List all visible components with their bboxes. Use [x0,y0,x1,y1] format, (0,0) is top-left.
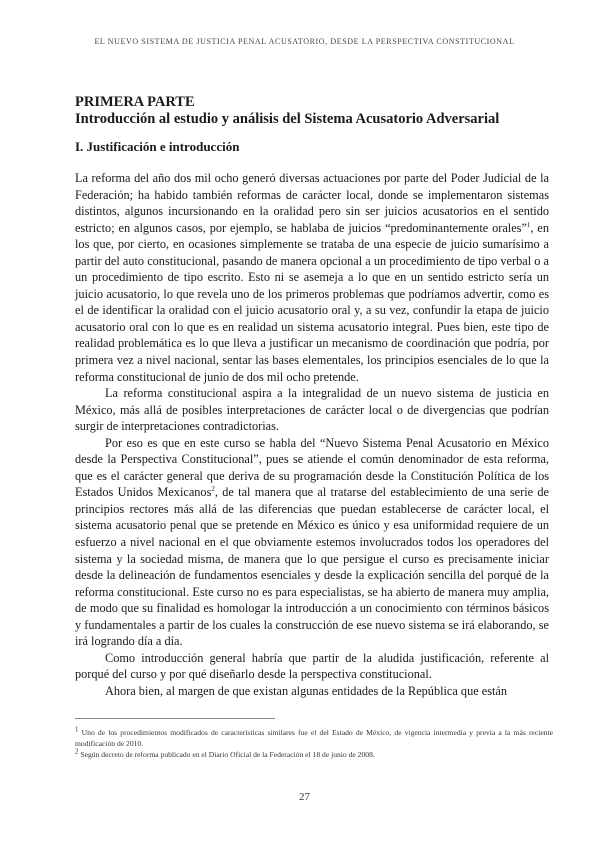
footnote-ref-1: 1 [526,220,531,229]
footnote-1 [75,727,553,749]
paragraph-3-part-a: Por eso es que en este curso se habla del “Nuevo Sistema Penal Acusatorio en México desde la Perspectiva Constitucional”, pues se atiende el común denominador de esta reforma, que es el carácter general que deriva de su programación desde la Constitución Política de los Estados Unidos Mexicanos [75,435,549,500]
footnote-2 [75,749,553,760]
footnote-1-number: 1 [75,725,79,734]
running-header: EL NUEVO SISTEMA DE JUSTICIA PENAL ACUSATORIO, DESDE LA PERSPECTIVA CONSTITUCIONAL [94,37,515,46]
paragraph-1-part-a: La reforma del año dos mil ocho generó diversas actuaciones por parte del Poder Judicial de la Federación; ha habido también reformas de carácter local, donde se implementaron sistemas distintos, algunos incursionando en la oralidad pero sin ser juicios acusatorios en el sentido estricto; en algunos casos, por ejemplo, se hablaba de juicios “predominantemente orales” [75,171,549,235]
paragraph-5: Ahora bien, al margen de que existan algunas entidades de la República que están [105,683,508,698]
part-label: PRIMERA PARTE [75,94,195,110]
part-heading [75,94,545,128]
footnote-2-text: Según decreto de reforma publicado en el Diario Oficial de la Federación el 18 de junio de 2008. [78,750,375,759]
paragraph-1-part-b: , en los que, por cierto, en ocasiones simplemente se trataba de una especie de juicio sumarísimo a partir del auto constitucional, pasando de manera opcional a un procedimiento de tipo verbal o a un procedimiento de tipo escrito. Esto ni se asemeja a lo que en un sentido estricto sería un juicio acusatorio, lo que revela uno de los primeros problemas que podríamos advertir, como es el de identificar la oralidad con el juicio acusatorio oral y, a su vez, confundir la etapa de juicio acusatorio oral con lo que es en realidad un sistema acusatorio integral. Pues bien, este tipo de realidad problemática es lo que lleva a justificar un mecanismo de coordinación que podría, por primera vez a nivel nacional, sentar las bases elementales, los principios esenciales de lo que la reforma constitucional de junio de dos mil ocho pretende. [75,220,549,384]
paragraph-3-part-b: , de tal manera que al tratarse del establecimiento de una serie de principios rectores más allá de las diferencias que puedan establecerse de carácter local, el sistema acusatorio penal que se pretende en México es único y esa uniformidad requiere de un esfuerzo a nivel nacional en el que obviamente estemos involucrados todos los operadores del sistema y la sociedad misma, de manera que lo que persigue el curso es precisamente iniciar desde la delineación de fundamentos esenciales y desde la explicación sencilla del porqué de la reforma constitucional. Este curso no es para especialistas, se ha abierto de manera muy amplia, de modo que su finalidad es homologar la introducción a un conocimiento con términos básicos y fundamentales a partir de los cuales la construcción de ese nuevo sistema se irá elaborando, se irá logrando día a día. [75,485,549,649]
paragraph-2: La reforma constitucional aspira a la integralidad de un nuevo sistema de justicia en México, más allá de posibles interpretaciones de carácter local o de divergencias que podrían surgir de interpretaciones contradictorias. [75,386,549,434]
footnotes [75,727,553,760]
part-subtitle: Introducción al estudio y análisis del Sistema Acusatorio Adversarial [75,111,500,127]
footnote-divider [75,718,275,719]
section-title: I. Justificación e introducción [75,139,240,154]
paragraph-1 [75,170,549,385]
footnote-ref-2: 2 [211,485,215,494]
paragraph-3 [75,435,549,650]
body-text [75,170,549,700]
footnote-1-text: Uno de los procedimientos modificados de características similares fue el del Estado de México, de vigencia intermedia y previa a la más reciente modificación de 2010. [75,728,553,748]
footnote-2-number: 2 [75,747,79,756]
page-number: 27 [299,791,310,803]
paragraph-4: Como introducción general habría que partir de la aludida justificación, referente al porqué del curso y por qué diseñarlo desde la perspectiva constitucional. [75,650,549,682]
